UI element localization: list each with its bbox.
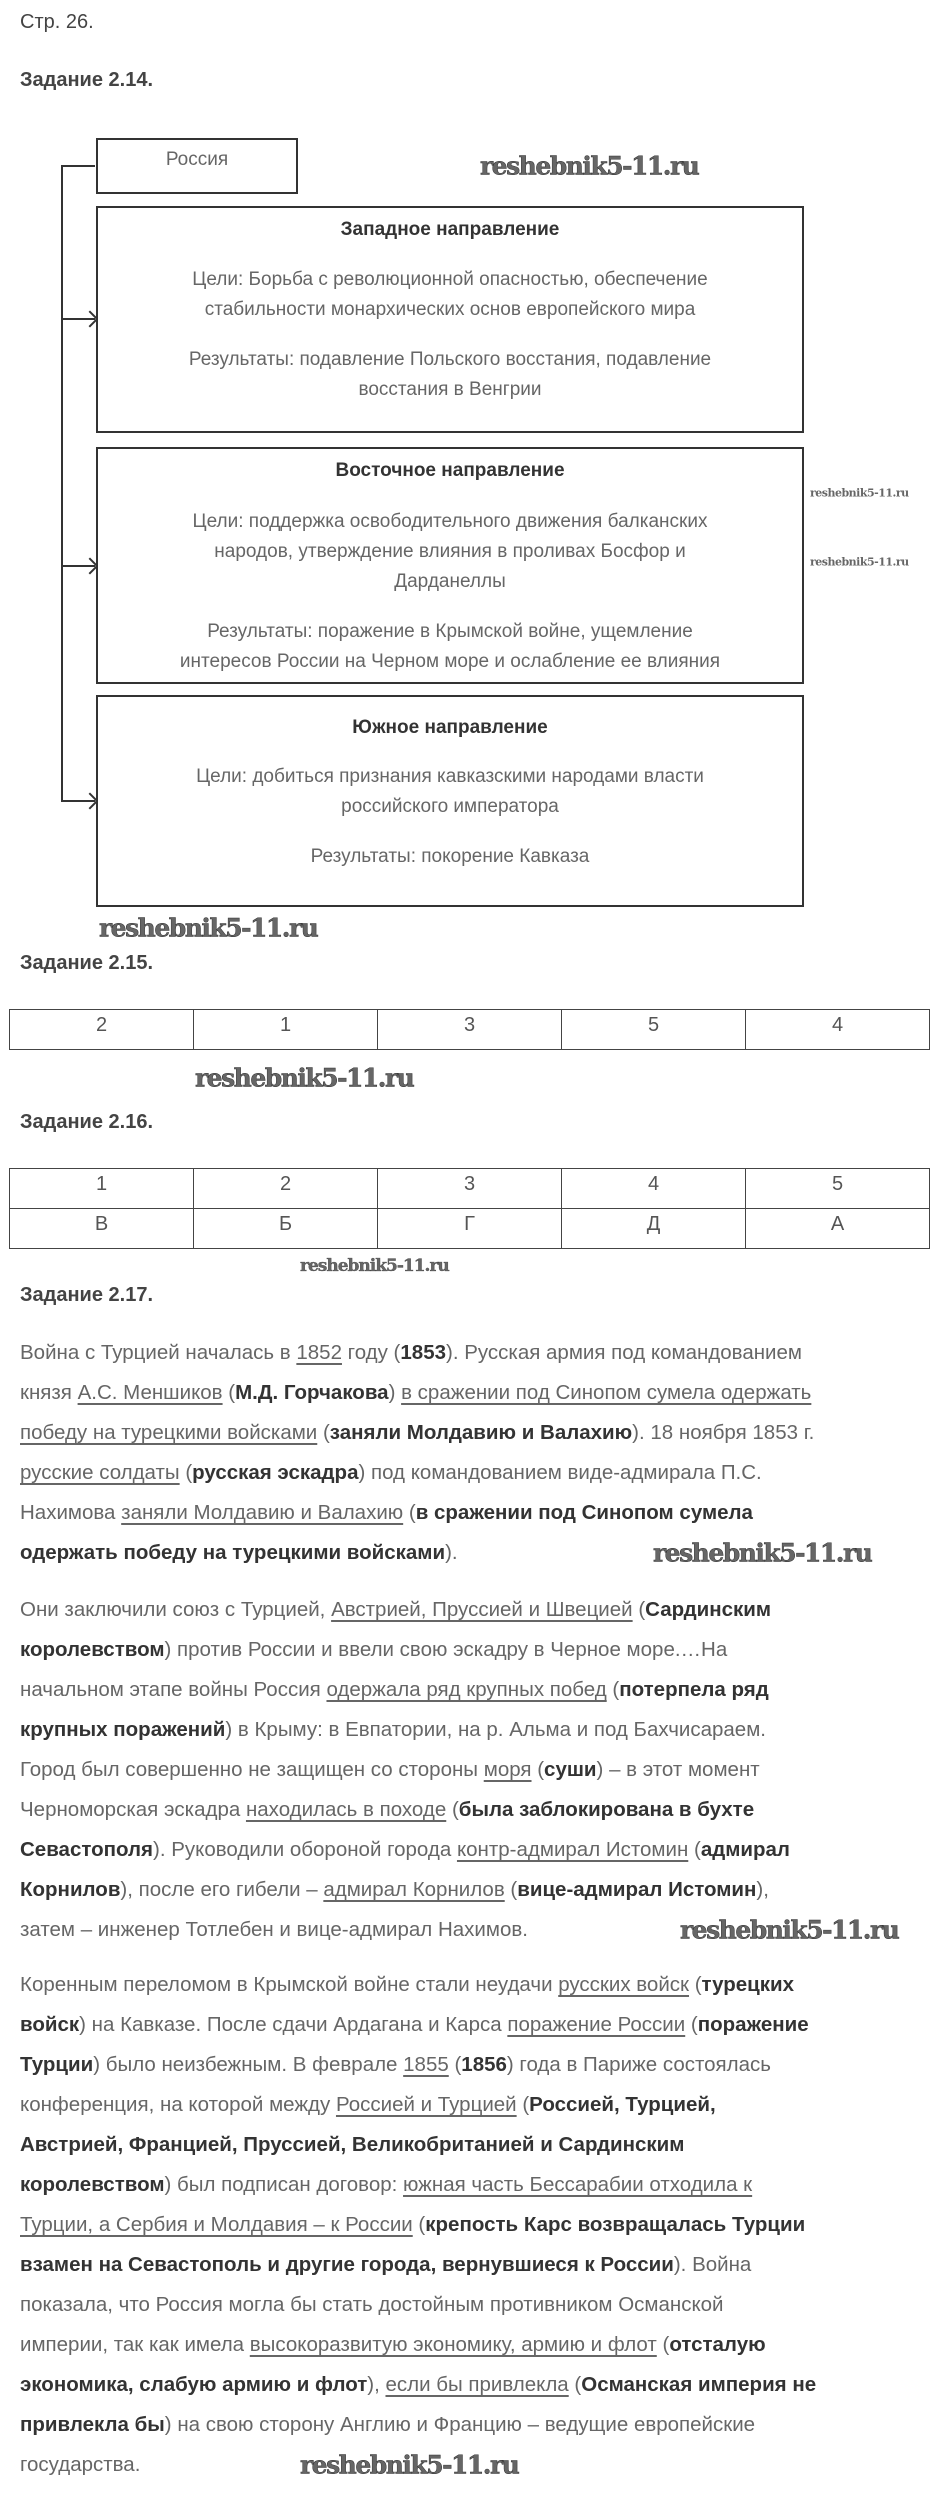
results-line: Результаты: подавление Польского восстания, подавление — [188, 349, 712, 370]
watermark: reshebnik5-11.ru — [300, 1256, 449, 1276]
task-2-16-heading: Задание 2.16. — [20, 1111, 154, 1133]
paragraph-line — [20, 1630, 930, 1670]
answer-text: ), — [367, 2373, 386, 2396]
underlined-original-text: если бы привлекла — [385, 2373, 569, 2396]
underlined-original-text: русские солдаты — [20, 1461, 180, 1484]
direction-title: Восточное направление — [335, 460, 565, 481]
bold-correction-text: М.Д. Горчакова — [235, 1381, 389, 1404]
paragraph-line — [20, 2365, 930, 2405]
task-2-14-heading: Задание 2.14. — [20, 69, 154, 91]
underlined-original-text: контр-адмирал Истомин — [456, 1838, 689, 1861]
page-label: Стр. 26. — [20, 11, 94, 33]
direction-results — [108, 345, 792, 405]
answer-text: ) против России и ввели свою эскадру в Черное море.…На — [164, 1638, 728, 1661]
underlined-original-text: заняли Молдавию и Валахию — [121, 1501, 404, 1524]
bold-correction-text: войск — [20, 2013, 80, 2036]
bold-correction-text: Корнилов — [20, 1878, 121, 1901]
table-row — [10, 1169, 930, 1209]
bold-correction-text: королевством — [20, 1638, 165, 1661]
bold-correction-text: Россией, Турцией, — [529, 2093, 716, 2116]
answer-text: ( — [606, 1678, 620, 1701]
bold-correction-text: поражение — [697, 2013, 809, 2036]
bold-correction-text: крупных поражений — [20, 1718, 226, 1741]
direction-results — [108, 617, 792, 677]
task-2-15-heading: Задание 2.15. — [20, 952, 154, 974]
table-cell: 5 — [746, 1169, 930, 1209]
answer-text: ) года в Париже состоялась — [506, 2053, 771, 2076]
underlined-original-text: поражение России — [507, 2013, 686, 2036]
bold-correction-text: Турции — [20, 2053, 94, 2076]
root-box — [96, 138, 298, 194]
table-cell: 1 — [194, 1010, 378, 1050]
goals-line: Цели: Борьба с революционной опасностью, обеспечение — [192, 269, 708, 290]
watermark: reshebnik5-11.ru — [810, 486, 909, 500]
table-cell: 4 — [746, 1010, 930, 1050]
answer-text: ( — [568, 2373, 582, 2396]
table-cell: 2 — [10, 1010, 194, 1050]
answer-text: показала, что Россия могла бы стать достойным противником Османской — [20, 2293, 724, 2316]
answer-text: Нахимова — [20, 1501, 122, 1524]
results-line: восстания в Венгрии — [358, 379, 542, 400]
bold-correction-text: экономика, слабую армию и флот — [20, 2373, 368, 2396]
table-cell: Г — [378, 1209, 562, 1249]
underlined-original-text: 1852 — [296, 1341, 342, 1364]
bold-correction-text: Сардинским — [645, 1598, 772, 1621]
watermark: reshebnik5-11.ru — [653, 1538, 872, 1568]
paragraph-line — [20, 2005, 930, 2045]
answer-text: Война с Турцией началась в — [20, 1341, 297, 1364]
answer-text: ( — [446, 1798, 459, 1821]
watermark: reshebnik5-11.ru — [300, 2450, 519, 2480]
bold-correction-text: адмирал — [700, 1838, 790, 1861]
task-2-15-table — [9, 1009, 930, 1050]
paragraph-line — [20, 2085, 930, 2125]
bold-correction-text: королевством — [20, 2173, 165, 2196]
table-cell: Д — [562, 1209, 746, 1249]
paragraph-line — [20, 1830, 930, 1870]
paragraph-line — [20, 1965, 930, 2005]
direction-box-east — [96, 447, 804, 684]
paragraph-line — [20, 1453, 930, 1493]
bold-correction-text: Севастополя — [20, 1838, 154, 1861]
answer-text: ( — [689, 1973, 702, 1996]
answer-text: ) — [388, 1381, 402, 1404]
answer-text: ) – в этот момент — [596, 1758, 760, 1781]
answer-text: Коренным переломом в Крымской войне стали неудачи — [20, 1973, 559, 1996]
task-2-17-heading: Задание 2.17. — [20, 1284, 154, 1306]
answer-text: ( — [632, 1598, 646, 1621]
answer-text: начальном этапе войны Россия — [20, 1678, 327, 1701]
table-cell: 4 — [562, 1169, 746, 1209]
answer-text: ). Руководили обороной города — [153, 1838, 457, 1861]
goals-line: стабильности монархических основ европейского мира — [204, 299, 696, 320]
paragraph-line — [20, 2245, 930, 2285]
underlined-original-text: А.С. Меншиков — [77, 1381, 223, 1404]
direction-goals — [108, 762, 792, 822]
answer-text: ( — [685, 2013, 698, 2036]
table-cell: 5 — [562, 1010, 746, 1050]
answer-text: империи, так как имела — [20, 2333, 250, 2356]
watermark: reshebnik5-11.ru — [810, 555, 909, 569]
paragraph-line — [20, 2325, 930, 2365]
bold-correction-text: одержать победу на турецкими войсками — [20, 1541, 446, 1564]
answer-text: ) на свою сторону Англию и Францию – ведущие европейские — [164, 2413, 756, 2436]
answer-text: ). 18 ноября 1853 г. — [632, 1421, 815, 1444]
table-cell: 1 — [10, 1169, 194, 1209]
bold-correction-text: вице-адмирал Истомин — [517, 1878, 757, 1901]
table-cell: 3 — [378, 1010, 562, 1050]
answer-text: князя — [20, 1381, 78, 1404]
answer-paragraph — [20, 1965, 930, 2485]
watermark: reshebnik5-11.ru — [195, 1063, 414, 1093]
answer-text: ( — [403, 1501, 416, 1524]
underlined-original-text: Турции, а Сербия и Молдавия – к России — [20, 2213, 413, 2236]
answer-text: ) было неизбежным. В феврале — [93, 2053, 404, 2076]
bold-correction-text: Австрией, Францией, Пруссией, Великобританией и Сардинским — [20, 2133, 685, 2156]
direction-results — [108, 842, 792, 872]
answer-text: ), — [756, 1878, 769, 1901]
underlined-original-text: 1855 — [403, 2053, 449, 2076]
watermark: reshebnik5-11.ru — [480, 151, 699, 181]
direction-box-west — [96, 206, 804, 433]
root-label: Россия — [165, 149, 229, 170]
answer-paragraph — [20, 1333, 930, 1573]
direction-goals — [108, 507, 792, 597]
underlined-original-text: Россией и Турцией — [335, 2093, 517, 2116]
table-cell: 3 — [378, 1169, 562, 1209]
paragraph-line — [20, 2205, 930, 2245]
answer-text: государства. — [20, 2453, 141, 2476]
bold-correction-text: крепость Карс возвращалась Турции — [425, 2213, 806, 2236]
bold-correction-text: была заблокирована в бухте — [458, 1798, 755, 1821]
underlined-original-text: высокоразвитую экономику, армию и флот — [249, 2333, 657, 2356]
answer-paragraph — [20, 1590, 930, 1950]
direction-goals — [108, 265, 792, 325]
table-row — [10, 1209, 930, 1249]
paragraph-line — [20, 2285, 930, 2325]
answer-text: Они заключили союз с Турцией, — [20, 1598, 332, 1621]
results-line: Результаты: покорение Кавказа — [310, 846, 590, 867]
answer-text: Город был совершенно не защищен со стороны — [20, 1758, 484, 1781]
answer-text: Черноморская эскадра — [20, 1798, 246, 1821]
answer-text: ( — [179, 1461, 193, 1484]
bold-correction-text: потерпела ряд — [619, 1678, 769, 1701]
answer-text: ) в Крыму: в Евпатории, на р. Альма и под Бахчисараем. — [225, 1718, 766, 1741]
answer-text: ( — [448, 2053, 462, 2076]
underlined-original-text: одержала ряд крупных побед — [326, 1678, 607, 1701]
paragraph-line — [20, 1710, 930, 1750]
answer-text: ), после его гибели – — [120, 1878, 324, 1901]
answer-text: конференция, на которой между — [20, 2093, 336, 2116]
paragraph-line — [20, 1413, 930, 1453]
goals-line: Цели: добиться признания кавказскими народами власти — [196, 766, 704, 787]
paragraph-line — [20, 1493, 930, 1533]
bold-correction-text: привлекла бы — [20, 2413, 165, 2436]
bold-correction-text: в сражении под Синопом сумела — [415, 1501, 753, 1524]
bold-correction-text: 1856 — [461, 2053, 507, 2076]
connector-branch — [61, 165, 95, 167]
goals-line: российского императора — [341, 796, 559, 817]
table-cell: В — [10, 1209, 194, 1249]
paragraph-line — [20, 1590, 930, 1630]
table-cell: А — [746, 1209, 930, 1249]
bold-correction-text: Османская империя не — [581, 2373, 817, 2396]
goals-line: Дарданеллы — [394, 571, 506, 592]
answer-text: ( — [516, 2093, 530, 2116]
underlined-original-text: адмирал Корнилов — [323, 1878, 505, 1901]
answer-text: ( — [412, 2213, 426, 2236]
answer-text: ) на Кавказе. После сдачи Ардагана и Карса — [79, 2013, 508, 2036]
answer-text: ( — [317, 1421, 330, 1444]
watermark: reshebnik5-11.ru — [99, 913, 318, 943]
paragraph-line — [20, 1870, 930, 1910]
paragraph-line — [20, 2165, 930, 2205]
answer-text: ) был подписан договор: — [164, 2173, 404, 2196]
table-row — [10, 1010, 930, 1050]
task-2-16-table — [9, 1168, 930, 1249]
bold-correction-text: турецких — [701, 1973, 795, 1996]
results-line: интересов России на Черном море и ослабление ее влияния — [179, 651, 721, 672]
answer-text: ) под командованием виде-адмирала П.С. — [358, 1461, 762, 1484]
underlined-original-text: в сражении под Синопом сумела одержать — [401, 1381, 812, 1404]
direction-title: Западное направление — [340, 219, 560, 240]
underlined-original-text: моря — [483, 1758, 532, 1781]
answer-text: ( — [222, 1381, 236, 1404]
bold-correction-text: взамен на Севастополь и другие города, вернувшиеся к России — [20, 2253, 674, 2276]
goals-line: Цели: поддержка освободительного движения балканских — [192, 511, 708, 532]
paragraph-line — [20, 1750, 930, 1790]
underlined-original-text: находилась в походе — [245, 1798, 447, 1821]
paragraph-line — [20, 2125, 930, 2165]
connector-line — [61, 165, 63, 802]
paragraph-line — [20, 1670, 930, 1710]
answer-text: ( — [688, 1838, 701, 1861]
bold-correction-text: отсталую — [669, 2333, 766, 2356]
paragraph-line — [20, 2405, 930, 2445]
answer-text: ). Война — [673, 2253, 752, 2276]
underlined-original-text: русских войск — [558, 1973, 690, 1996]
answer-text: ( — [531, 1758, 545, 1781]
paragraph-line — [20, 1790, 930, 1830]
paragraph-line — [20, 1333, 930, 1373]
table-cell: 2 — [194, 1169, 378, 1209]
answer-text: затем – инженер Тотлебен и вице-адмирал Нахимов. — [20, 1918, 528, 1941]
answer-text: ( — [504, 1878, 518, 1901]
goals-line: народов, утверждение влияния в проливах Босфор и — [214, 541, 686, 562]
direction-title: Южное направление — [352, 717, 548, 738]
answer-text: ). — [445, 1541, 458, 1564]
bold-correction-text: суши — [544, 1758, 597, 1781]
answer-text: году ( — [341, 1341, 401, 1364]
underlined-original-text: южная часть Бессарабии отходила к — [403, 2173, 753, 2196]
underlined-original-text: Австрией, Пруссией и Швецией — [331, 1598, 633, 1621]
bold-correction-text: русская эскадра — [192, 1461, 359, 1484]
table-cell: Б — [194, 1209, 378, 1249]
underlined-original-text: победу на турецкими войсками — [20, 1421, 318, 1444]
answer-text: ). Русская армия под командованием — [446, 1341, 802, 1364]
paragraph-line — [20, 2045, 930, 2085]
direction-box-south — [96, 695, 804, 907]
paragraph-line — [20, 1373, 930, 1413]
results-line: Результаты: поражение в Крымской войне, ущемление — [207, 621, 693, 642]
bold-correction-text: 1853 — [400, 1341, 446, 1364]
bold-correction-text: заняли Молдавию и Валахию — [329, 1421, 633, 1444]
watermark: reshebnik5-11.ru — [680, 1915, 899, 1945]
answer-text: ( — [656, 2333, 670, 2356]
